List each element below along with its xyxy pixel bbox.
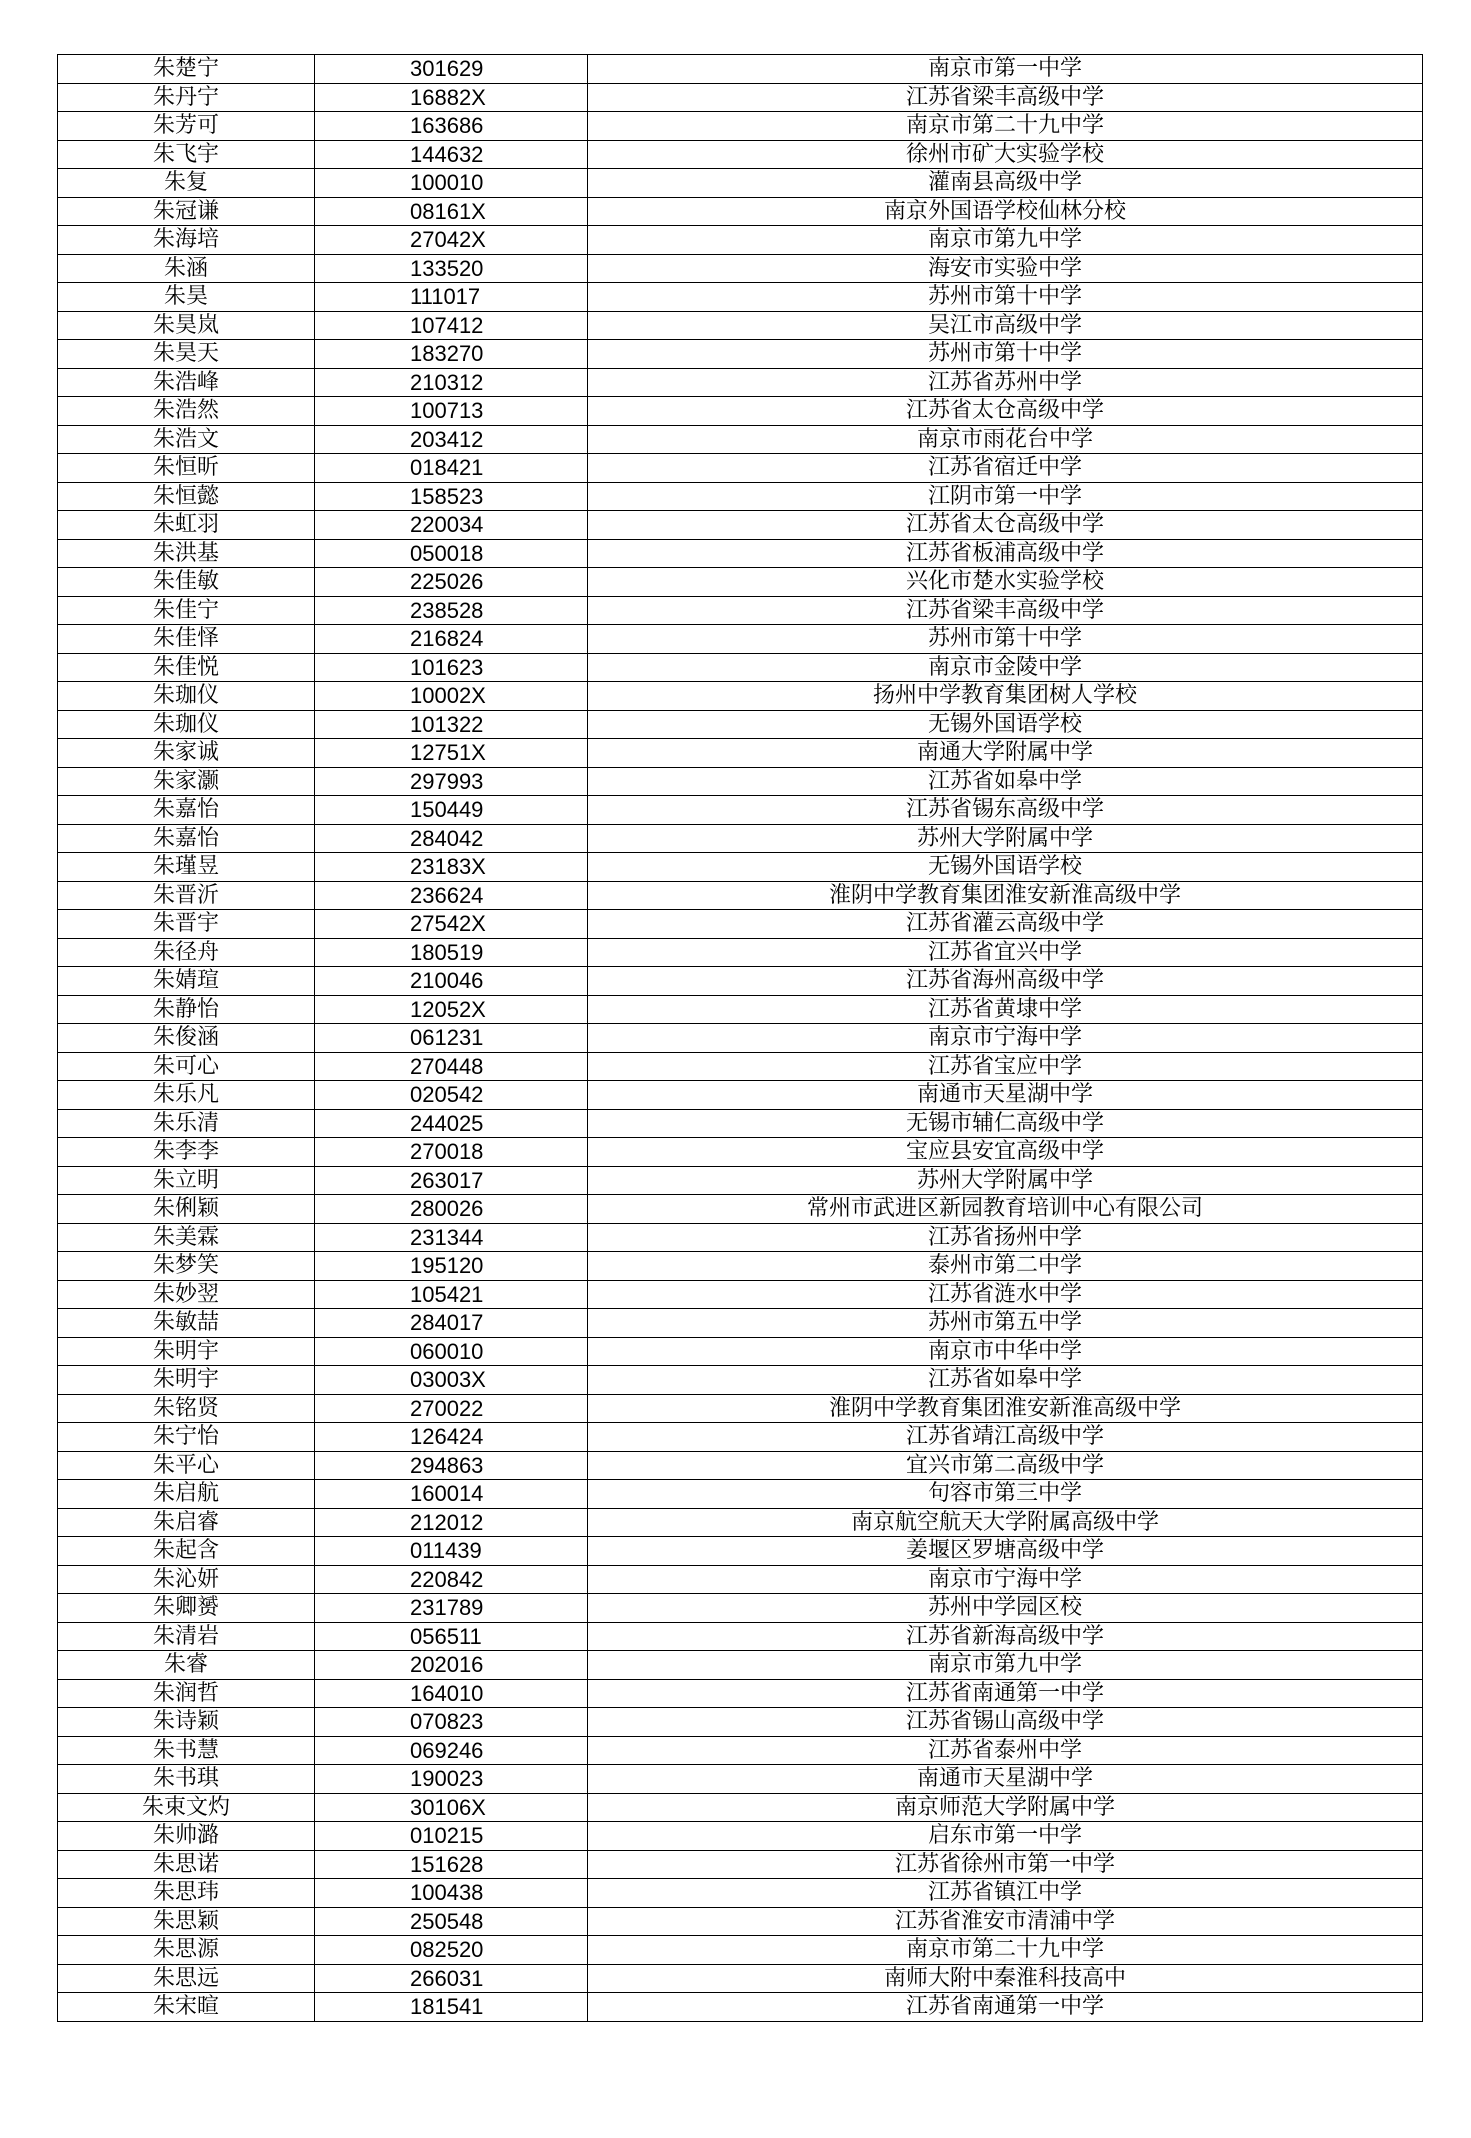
table-row (58, 1879, 1423, 1908)
student-name-cell: 朱可心 (58, 1052, 315, 1081)
table-row (58, 340, 1423, 369)
table-row (58, 539, 1423, 568)
school-cell: 江苏省宝应中学 (588, 1052, 1423, 1081)
school-cell: 南京师范大学附属中学 (588, 1793, 1423, 1822)
school-cell: 江苏省涟水中学 (588, 1280, 1423, 1309)
student-name-cell: 朱珈仪 (58, 682, 315, 711)
student-name-cell: 朱虹羽 (58, 511, 315, 540)
id-code-cell: 144632 (315, 140, 588, 169)
school-cell: 无锡外国语学校 (588, 710, 1423, 739)
id-code-cell: 225026 (315, 568, 588, 597)
school-cell: 江苏省如皋中学 (588, 1366, 1423, 1395)
table-row (58, 1793, 1423, 1822)
school-cell: 南京市宁海中学 (588, 1565, 1423, 1594)
id-code-cell: 231344 (315, 1223, 588, 1252)
id-code-cell: 244025 (315, 1109, 588, 1138)
table-row (58, 1822, 1423, 1851)
student-name-cell: 朱珈仪 (58, 710, 315, 739)
table-row (58, 1451, 1423, 1480)
id-code-cell: 280026 (315, 1195, 588, 1224)
school-cell: 南京市第九中学 (588, 226, 1423, 255)
id-code-cell: 10002X (315, 682, 588, 711)
table-row (58, 1736, 1423, 1765)
id-code-cell: 23183X (315, 853, 588, 882)
table-row (58, 653, 1423, 682)
student-name-cell: 朱沁妍 (58, 1565, 315, 1594)
school-cell: 兴化市楚水实验学校 (588, 568, 1423, 597)
student-name-cell: 朱束文灼 (58, 1793, 315, 1822)
school-cell: 南京市宁海中学 (588, 1024, 1423, 1053)
student-name-cell: 朱海培 (58, 226, 315, 255)
student-name-cell: 朱明宇 (58, 1366, 315, 1395)
student-name-cell: 朱乐清 (58, 1109, 315, 1138)
id-code-cell: 238528 (315, 596, 588, 625)
school-cell: 南京市第二十九中学 (588, 1936, 1423, 1965)
id-code-cell: 12751X (315, 739, 588, 768)
id-code-cell: 301629 (315, 55, 588, 84)
student-name-cell: 朱俐颖 (58, 1195, 315, 1224)
table-row (58, 1679, 1423, 1708)
id-code-cell: 070823 (315, 1708, 588, 1737)
table-row (58, 1651, 1423, 1680)
school-cell: 吴江市高级中学 (588, 311, 1423, 340)
table-row (58, 938, 1423, 967)
school-cell: 海安市实验中学 (588, 254, 1423, 283)
student-name-cell: 朱静怡 (58, 995, 315, 1024)
school-cell: 江苏省宜兴中学 (588, 938, 1423, 967)
id-code-cell: 056511 (315, 1622, 588, 1651)
school-cell: 姜堰区罗塘高级中学 (588, 1537, 1423, 1566)
school-cell: 无锡市辅仁高级中学 (588, 1109, 1423, 1138)
id-code-cell: 163686 (315, 112, 588, 141)
school-cell: 江苏省新海高级中学 (588, 1622, 1423, 1651)
table-row (58, 1936, 1423, 1965)
student-name-cell: 朱卿赟 (58, 1594, 315, 1623)
school-cell: 江苏省锡东高级中学 (588, 796, 1423, 825)
school-cell: 苏州大学附属中学 (588, 1166, 1423, 1195)
student-name-cell: 朱浩峰 (58, 368, 315, 397)
table-row (58, 1166, 1423, 1195)
school-cell: 江苏省淮安市清浦中学 (588, 1907, 1423, 1936)
student-name-cell: 朱恒懿 (58, 482, 315, 511)
student-name-cell: 朱思颖 (58, 1907, 315, 1936)
id-code-cell: 018421 (315, 454, 588, 483)
table-row (58, 1138, 1423, 1167)
id-code-cell: 250548 (315, 1907, 588, 1936)
school-cell: 江苏省镇江中学 (588, 1879, 1423, 1908)
id-code-cell: 30106X (315, 1793, 588, 1822)
table-row (58, 368, 1423, 397)
id-code-cell: 266031 (315, 1964, 588, 1993)
student-name-cell: 朱思远 (58, 1964, 315, 1993)
table-row (58, 1565, 1423, 1594)
table-row (58, 1081, 1423, 1110)
table-row (58, 1480, 1423, 1509)
id-code-cell: 12052X (315, 995, 588, 1024)
roster-sheet (57, 54, 1422, 2022)
student-name-cell: 朱思诺 (58, 1850, 315, 1879)
student-name-cell: 朱起含 (58, 1537, 315, 1566)
id-code-cell: 183270 (315, 340, 588, 369)
table-row (58, 710, 1423, 739)
student-name-cell: 朱佳敏 (58, 568, 315, 597)
table-row (58, 1195, 1423, 1224)
id-code-cell: 297993 (315, 767, 588, 796)
school-cell: 无锡外国语学校 (588, 853, 1423, 882)
id-code-cell: 107412 (315, 311, 588, 340)
school-cell: 南京市雨花台中学 (588, 425, 1423, 454)
student-name-cell: 朱洪基 (58, 539, 315, 568)
student-name-cell: 朱佳怿 (58, 625, 315, 654)
student-name-cell: 朱婧瑄 (58, 967, 315, 996)
school-cell: 宜兴市第二高级中学 (588, 1451, 1423, 1480)
table-row (58, 625, 1423, 654)
table-row (58, 397, 1423, 426)
school-cell: 宝应县安宜高级中学 (588, 1138, 1423, 1167)
school-cell: 南京航空航天大学附属高级中学 (588, 1508, 1423, 1537)
table-row (58, 967, 1423, 996)
id-code-cell: 082520 (315, 1936, 588, 1965)
student-name-cell: 朱昊 (58, 283, 315, 312)
table-row (58, 1508, 1423, 1537)
table-row (58, 1423, 1423, 1452)
table-row (58, 1280, 1423, 1309)
roster-body (58, 55, 1423, 2022)
school-cell: 江苏省苏州中学 (588, 368, 1423, 397)
table-row (58, 140, 1423, 169)
id-code-cell: 220842 (315, 1565, 588, 1594)
id-code-cell: 27542X (315, 910, 588, 939)
school-cell: 江苏省海州高级中学 (588, 967, 1423, 996)
student-name-cell: 朱浩文 (58, 425, 315, 454)
school-cell: 泰州市第二中学 (588, 1252, 1423, 1281)
id-code-cell: 158523 (315, 482, 588, 511)
student-name-cell: 朱嘉怡 (58, 796, 315, 825)
student-name-cell: 朱昊岚 (58, 311, 315, 340)
school-cell: 南师大附中秦淮科技高中 (588, 1964, 1423, 1993)
table-row (58, 1907, 1423, 1936)
student-name-cell: 朱启睿 (58, 1508, 315, 1537)
school-cell: 江苏省靖江高级中学 (588, 1423, 1423, 1452)
school-cell: 江苏省灌云高级中学 (588, 910, 1423, 939)
school-cell: 江苏省太仓高级中学 (588, 397, 1423, 426)
table-row (58, 1708, 1423, 1737)
id-code-cell: 220034 (315, 511, 588, 540)
table-row (58, 311, 1423, 340)
school-cell: 灌南县高级中学 (588, 169, 1423, 198)
student-name-cell: 朱梦笑 (58, 1252, 315, 1281)
student-name-cell: 朱明宇 (58, 1337, 315, 1366)
student-name-cell: 朱冠谦 (58, 197, 315, 226)
student-name-cell: 朱书慧 (58, 1736, 315, 1765)
student-name-cell: 朱书琪 (58, 1765, 315, 1794)
school-cell: 南通市天星湖中学 (588, 1081, 1423, 1110)
table-row (58, 1993, 1423, 2022)
school-cell: 江苏省如皋中学 (588, 767, 1423, 796)
school-cell: 徐州市矿大实验学校 (588, 140, 1423, 169)
table-row (58, 853, 1423, 882)
roster-table (57, 54, 1423, 2022)
school-cell: 淮阴中学教育集团淮安新淮高级中学 (588, 1394, 1423, 1423)
table-row (58, 454, 1423, 483)
id-code-cell: 133520 (315, 254, 588, 283)
school-cell: 苏州市第十中学 (588, 283, 1423, 312)
table-row (58, 1223, 1423, 1252)
table-row (58, 1964, 1423, 1993)
table-row (58, 995, 1423, 1024)
id-code-cell: 010215 (315, 1822, 588, 1851)
student-name-cell: 朱径舟 (58, 938, 315, 967)
student-name-cell: 朱家灏 (58, 767, 315, 796)
id-code-cell: 03003X (315, 1366, 588, 1395)
school-cell: 江苏省泰州中学 (588, 1736, 1423, 1765)
student-name-cell: 朱昊天 (58, 340, 315, 369)
student-name-cell: 朱乐凡 (58, 1081, 315, 1110)
school-cell: 江苏省锡山高级中学 (588, 1708, 1423, 1737)
school-cell: 江苏省梁丰高级中学 (588, 596, 1423, 625)
student-name-cell: 朱楚宁 (58, 55, 315, 84)
school-cell: 江苏省徐州市第一中学 (588, 1850, 1423, 1879)
id-code-cell: 061231 (315, 1024, 588, 1053)
table-row (58, 796, 1423, 825)
id-code-cell: 101623 (315, 653, 588, 682)
table-row (58, 1109, 1423, 1138)
school-cell: 南通市天星湖中学 (588, 1765, 1423, 1794)
table-row (58, 739, 1423, 768)
school-cell: 苏州市第五中学 (588, 1309, 1423, 1338)
table-row (58, 283, 1423, 312)
school-cell: 扬州中学教育集团树人学校 (588, 682, 1423, 711)
student-name-cell: 朱丹宁 (58, 83, 315, 112)
school-cell: 苏州中学园区校 (588, 1594, 1423, 1623)
id-code-cell: 011439 (315, 1537, 588, 1566)
student-name-cell: 朱复 (58, 169, 315, 198)
id-code-cell: 126424 (315, 1423, 588, 1452)
id-code-cell: 100438 (315, 1879, 588, 1908)
table-row (58, 1394, 1423, 1423)
school-cell: 江苏省黄埭中学 (588, 995, 1423, 1024)
school-cell: 江苏省板浦高级中学 (588, 539, 1423, 568)
table-row (58, 1765, 1423, 1794)
student-name-cell: 朱浩然 (58, 397, 315, 426)
table-row (58, 1537, 1423, 1566)
id-code-cell: 050018 (315, 539, 588, 568)
table-row (58, 197, 1423, 226)
id-code-cell: 284017 (315, 1309, 588, 1338)
school-cell: 江苏省梁丰高级中学 (588, 83, 1423, 112)
table-row (58, 568, 1423, 597)
school-cell: 江阴市第一中学 (588, 482, 1423, 511)
school-cell: 淮阴中学教育集团淮安新淮高级中学 (588, 881, 1423, 910)
school-cell: 苏州市第十中学 (588, 340, 1423, 369)
table-row (58, 682, 1423, 711)
student-name-cell: 朱铭贤 (58, 1394, 315, 1423)
id-code-cell: 190023 (315, 1765, 588, 1794)
student-name-cell: 朱佳宁 (58, 596, 315, 625)
table-row (58, 226, 1423, 255)
table-row (58, 1366, 1423, 1395)
id-code-cell: 210046 (315, 967, 588, 996)
school-cell: 南京外国语学校仙林分校 (588, 197, 1423, 226)
id-code-cell: 216824 (315, 625, 588, 654)
table-row (58, 482, 1423, 511)
school-cell: 南京市金陵中学 (588, 653, 1423, 682)
student-name-cell: 朱美霖 (58, 1223, 315, 1252)
id-code-cell: 164010 (315, 1679, 588, 1708)
student-name-cell: 朱李李 (58, 1138, 315, 1167)
student-name-cell: 朱嘉怡 (58, 824, 315, 853)
student-name-cell: 朱睿 (58, 1651, 315, 1680)
id-code-cell: 195120 (315, 1252, 588, 1281)
student-name-cell: 朱妙翌 (58, 1280, 315, 1309)
table-row (58, 1024, 1423, 1053)
student-name-cell: 朱佳悦 (58, 653, 315, 682)
id-code-cell: 212012 (315, 1508, 588, 1537)
id-code-cell: 069246 (315, 1736, 588, 1765)
id-code-cell: 100713 (315, 397, 588, 426)
school-cell: 江苏省南通第一中学 (588, 1993, 1423, 2022)
id-code-cell: 08161X (315, 197, 588, 226)
table-row (58, 1252, 1423, 1281)
table-row (58, 596, 1423, 625)
student-name-cell: 朱平心 (58, 1451, 315, 1480)
school-cell: 启东市第一中学 (588, 1822, 1423, 1851)
school-cell: 南通大学附属中学 (588, 739, 1423, 768)
student-name-cell: 朱启航 (58, 1480, 315, 1509)
school-cell: 江苏省南通第一中学 (588, 1679, 1423, 1708)
student-name-cell: 朱飞宇 (58, 140, 315, 169)
id-code-cell: 270448 (315, 1052, 588, 1081)
table-row (58, 1337, 1423, 1366)
student-name-cell: 朱家诚 (58, 739, 315, 768)
id-code-cell: 060010 (315, 1337, 588, 1366)
id-code-cell: 105421 (315, 1280, 588, 1309)
id-code-cell: 151628 (315, 1850, 588, 1879)
id-code-cell: 020542 (315, 1081, 588, 1110)
table-row (58, 767, 1423, 796)
table-row (58, 169, 1423, 198)
school-cell: 江苏省宿迁中学 (588, 454, 1423, 483)
id-code-cell: 270022 (315, 1394, 588, 1423)
table-row (58, 910, 1423, 939)
table-row (58, 1052, 1423, 1081)
student-name-cell: 朱涵 (58, 254, 315, 283)
school-cell: 江苏省扬州中学 (588, 1223, 1423, 1252)
school-cell: 苏州市第十中学 (588, 625, 1423, 654)
student-name-cell: 朱瑾昱 (58, 853, 315, 882)
student-name-cell: 朱恒昕 (58, 454, 315, 483)
id-code-cell: 270018 (315, 1138, 588, 1167)
id-code-cell: 180519 (315, 938, 588, 967)
table-row (58, 1594, 1423, 1623)
id-code-cell: 160014 (315, 1480, 588, 1509)
table-row (58, 83, 1423, 112)
table-row (58, 425, 1423, 454)
table-row (58, 1309, 1423, 1338)
id-code-cell: 101322 (315, 710, 588, 739)
student-name-cell: 朱诗颖 (58, 1708, 315, 1737)
table-row (58, 254, 1423, 283)
id-code-cell: 202016 (315, 1651, 588, 1680)
student-name-cell: 朱宋暄 (58, 1993, 315, 2022)
id-code-cell: 284042 (315, 824, 588, 853)
id-code-cell: 181541 (315, 1993, 588, 2022)
student-name-cell: 朱思源 (58, 1936, 315, 1965)
student-name-cell: 朱敏喆 (58, 1309, 315, 1338)
table-row (58, 112, 1423, 141)
table-row (58, 1622, 1423, 1651)
id-code-cell: 231789 (315, 1594, 588, 1623)
school-cell: 常州市武进区新园教育培训中心有限公司 (588, 1195, 1423, 1224)
id-code-cell: 236624 (315, 881, 588, 910)
student-name-cell: 朱立明 (58, 1166, 315, 1195)
student-name-cell: 朱芳可 (58, 112, 315, 141)
student-name-cell: 朱晋宇 (58, 910, 315, 939)
student-name-cell: 朱帅潞 (58, 1822, 315, 1851)
id-code-cell: 111017 (315, 283, 588, 312)
id-code-cell: 263017 (315, 1166, 588, 1195)
student-name-cell: 朱宁怡 (58, 1423, 315, 1452)
id-code-cell: 100010 (315, 169, 588, 198)
id-code-cell: 16882X (315, 83, 588, 112)
table-row (58, 824, 1423, 853)
id-code-cell: 203412 (315, 425, 588, 454)
id-code-cell: 27042X (315, 226, 588, 255)
table-row (58, 1850, 1423, 1879)
table-row (58, 881, 1423, 910)
school-cell: 句容市第三中学 (588, 1480, 1423, 1509)
id-code-cell: 294863 (315, 1451, 588, 1480)
school-cell: 江苏省太仓高级中学 (588, 511, 1423, 540)
student-name-cell: 朱润哲 (58, 1679, 315, 1708)
school-cell: 南京市中华中学 (588, 1337, 1423, 1366)
table-row (58, 511, 1423, 540)
school-cell: 苏州大学附属中学 (588, 824, 1423, 853)
school-cell: 南京市第二十九中学 (588, 112, 1423, 141)
id-code-cell: 210312 (315, 368, 588, 397)
school-cell: 南京市第一中学 (588, 55, 1423, 84)
student-name-cell: 朱清岩 (58, 1622, 315, 1651)
student-name-cell: 朱思玮 (58, 1879, 315, 1908)
id-code-cell: 150449 (315, 796, 588, 825)
table-row (58, 55, 1423, 84)
student-name-cell: 朱俊涵 (58, 1024, 315, 1053)
school-cell: 南京市第九中学 (588, 1651, 1423, 1680)
student-name-cell: 朱晋沂 (58, 881, 315, 910)
